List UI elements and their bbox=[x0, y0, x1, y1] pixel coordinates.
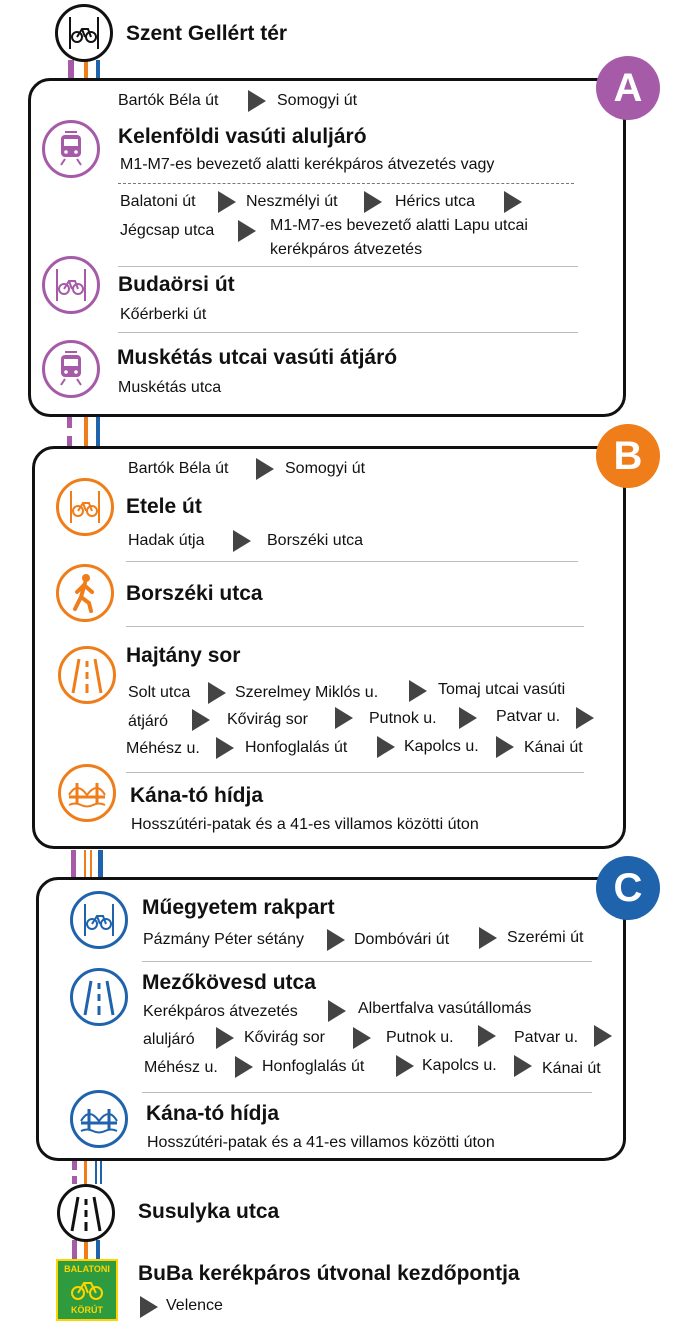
buba-title: BuBa kerékpáros útvonal kezdőpontja bbox=[138, 1262, 520, 1285]
route-step: Kánai út bbox=[524, 739, 583, 756]
stop-budaorsi: Budaörsi út bbox=[118, 273, 235, 296]
route-step: átjáró bbox=[128, 713, 169, 730]
arrow-right-icon bbox=[409, 680, 427, 702]
page-title: Szent Gellért tér bbox=[126, 22, 288, 45]
route-step: Kerékpáros átvezetés bbox=[143, 1003, 298, 1020]
stop-note: Hosszútéri-patak és a 41-es villamos közötti úton bbox=[147, 1134, 495, 1151]
stop-etele: Etele út bbox=[126, 495, 202, 518]
divider bbox=[126, 772, 584, 773]
route-step: Pázmány Péter sétány bbox=[143, 931, 304, 948]
b-intro-from: Bartók Béla út bbox=[128, 460, 229, 477]
arrow-right-icon bbox=[576, 707, 594, 729]
route-step: Putnok u. bbox=[369, 710, 437, 727]
arrow-right-icon bbox=[327, 929, 345, 951]
bridge-icon bbox=[70, 1090, 128, 1148]
bridge-icon bbox=[58, 764, 116, 822]
arrow-right-icon bbox=[235, 1056, 253, 1078]
route-step: Kapolcs u. bbox=[404, 738, 479, 755]
route-step: Szerémi út bbox=[507, 929, 584, 946]
arrow-right-icon bbox=[233, 530, 251, 552]
arrow-right-icon bbox=[218, 191, 236, 213]
road-icon bbox=[70, 968, 128, 1026]
train-icon bbox=[42, 340, 100, 398]
route-step: Kővirág sor bbox=[227, 711, 308, 728]
road-icon bbox=[57, 1184, 115, 1242]
arrow-right-icon bbox=[396, 1055, 414, 1077]
route-step: M1-M7-es bevezető alatti Lapu utcai bbox=[270, 217, 528, 234]
route-step: Kapolcs u. bbox=[422, 1057, 497, 1074]
stop-note: Hosszútéri-patak és a 41-es villamos közötti úton bbox=[131, 816, 479, 833]
dashed-divider bbox=[118, 183, 574, 184]
section-c-badge: C bbox=[596, 856, 660, 920]
a-intro-from: Bartók Béla út bbox=[118, 92, 219, 109]
buba-destination: Velence bbox=[166, 1297, 223, 1314]
route-step: Neszmélyi út bbox=[246, 193, 338, 210]
stop-kanato-b: Kána-tó hídja bbox=[130, 784, 264, 807]
arrow-right-icon bbox=[192, 709, 210, 731]
stop-note: Kőérberki út bbox=[120, 306, 207, 323]
route-step: Szerelmey Miklós u. bbox=[235, 684, 379, 701]
route-step: Dombóvári út bbox=[354, 931, 450, 948]
bike-lane-icon bbox=[56, 478, 114, 536]
pedestrian-icon bbox=[56, 564, 114, 622]
stop-susulyka: Susulyka utca bbox=[138, 1200, 280, 1223]
arrow-right-icon bbox=[216, 737, 234, 759]
stop-kanato-c: Kána-tó hídja bbox=[146, 1102, 280, 1125]
stop-kelenfoldi: Kelenföldi vasúti aluljáró bbox=[118, 125, 367, 148]
arrow-right-icon bbox=[248, 90, 266, 112]
logo-bottom-text: KÖRÚT bbox=[71, 1305, 103, 1315]
route-step: Patvar u. bbox=[514, 1029, 579, 1046]
route-step: Borszéki utca bbox=[267, 532, 364, 549]
route-step: Hadak útja bbox=[128, 532, 205, 549]
route-step: Honfoglalás út bbox=[245, 739, 348, 756]
bike-lane-icon bbox=[42, 256, 100, 314]
route-step: Hérics utca bbox=[395, 193, 476, 210]
divider bbox=[126, 626, 584, 627]
section-a-badge: A bbox=[596, 56, 660, 120]
arrow-right-icon bbox=[364, 191, 382, 213]
arrow-right-icon bbox=[377, 736, 395, 758]
balatoni-korut-logo bbox=[56, 1259, 118, 1321]
stop-muegyetem: Műegyetem rakpart bbox=[142, 896, 335, 919]
route-step: Méhész u. bbox=[126, 740, 200, 757]
route-step: Putnok u. bbox=[386, 1029, 454, 1046]
divider bbox=[126, 561, 578, 562]
route-step: Kánai út bbox=[542, 1060, 601, 1077]
b-intro-to: Somogyi út bbox=[285, 460, 366, 477]
arrow-right-icon bbox=[478, 1025, 496, 1047]
route-step: Jégcsap utca bbox=[120, 222, 215, 239]
route-step: Albertfalva vasútállomás bbox=[358, 1000, 532, 1017]
arrow-right-icon bbox=[328, 1000, 346, 1022]
section-b-badge: B bbox=[596, 424, 660, 488]
section-b-box bbox=[32, 446, 626, 849]
arrow-right-icon bbox=[335, 707, 353, 729]
route-step: Méhész u. bbox=[144, 1059, 218, 1076]
route-step: kerékpáros átvezetés bbox=[270, 241, 423, 258]
stop-note: M1-M7-es bevezető alatti kerékpáros átvezetés vagy bbox=[120, 156, 495, 173]
bike-lane-icon bbox=[70, 891, 128, 949]
route-step: Honfoglalás út bbox=[262, 1058, 365, 1075]
divider bbox=[142, 1092, 592, 1093]
arrow-right-icon bbox=[459, 707, 477, 729]
arrow-right-icon bbox=[496, 736, 514, 758]
stop-note: Muskétás utca bbox=[118, 379, 222, 396]
route-step: Solt utca bbox=[128, 684, 191, 701]
arrow-right-icon bbox=[514, 1055, 532, 1077]
stop-muskétás: Muskétás utcai vasúti átjáró bbox=[117, 346, 398, 369]
road-icon bbox=[58, 646, 116, 704]
arrow-right-icon bbox=[238, 220, 256, 242]
logo-top-text: BALATONI bbox=[64, 1264, 110, 1274]
arrow-right-icon bbox=[256, 458, 274, 480]
divider bbox=[118, 266, 578, 267]
route-step: aluljáró bbox=[143, 1031, 195, 1048]
stop-hajtany: Hajtány sor bbox=[126, 644, 241, 667]
arrow-right-icon bbox=[594, 1025, 612, 1047]
arrow-right-icon bbox=[140, 1296, 158, 1318]
arrow-right-icon bbox=[504, 191, 522, 213]
stop-mezokovesd: Mezőkövesd utca bbox=[142, 971, 316, 994]
bike-lane-icon bbox=[55, 4, 113, 62]
arrow-right-icon bbox=[479, 927, 497, 949]
arrow-right-icon bbox=[208, 682, 226, 704]
divider bbox=[118, 332, 578, 333]
a-intro-to: Somogyi út bbox=[277, 92, 358, 109]
route-step: Kővirág sor bbox=[244, 1029, 325, 1046]
route-step: Balatoni út bbox=[120, 193, 196, 210]
route-step: Patvar u. bbox=[496, 708, 561, 725]
arrow-right-icon bbox=[216, 1027, 234, 1049]
train-icon bbox=[42, 120, 100, 178]
stop-borszeki: Borszéki utca bbox=[126, 582, 263, 605]
divider bbox=[142, 961, 592, 962]
route-step: Tomaj utcai vasúti bbox=[438, 681, 566, 698]
arrow-right-icon bbox=[353, 1027, 371, 1049]
